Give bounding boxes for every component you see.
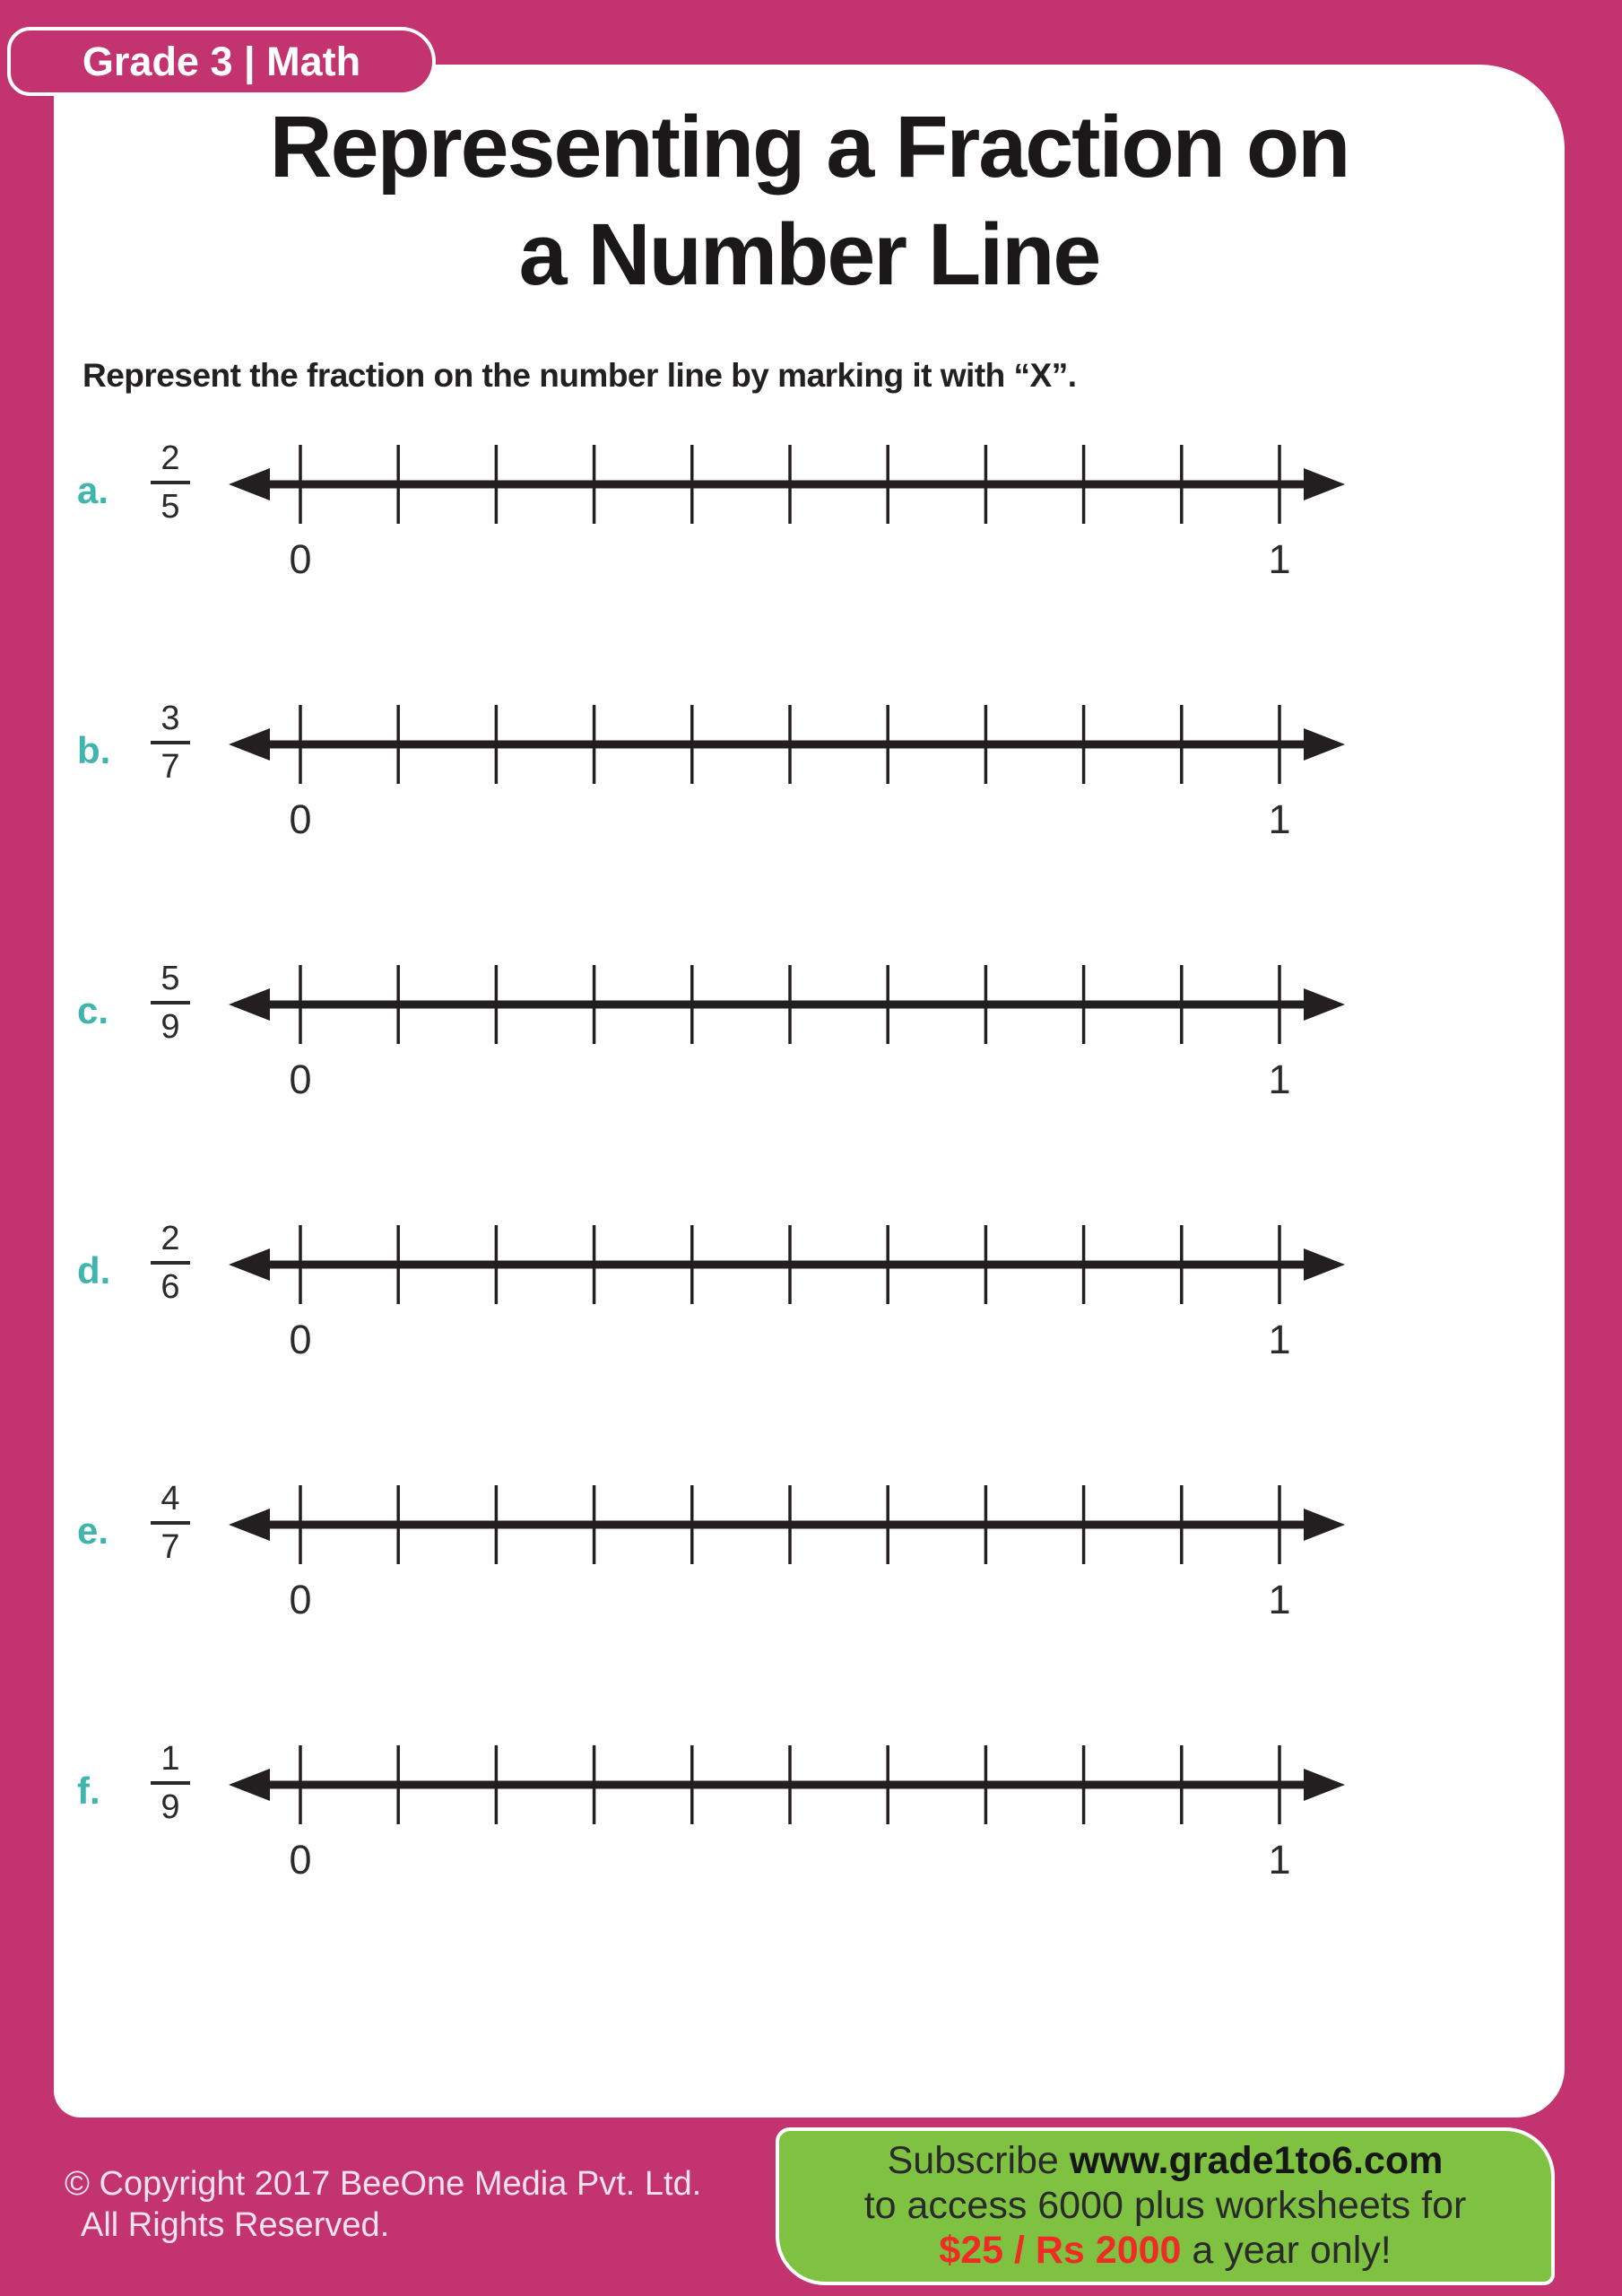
instruction-text: Represent the fraction on the number line by marking it with “X”. — [82, 357, 1077, 394]
number-line-graphic — [229, 422, 1345, 583]
problem-letter: c. — [77, 989, 109, 1031]
fraction-denominator: 7 — [160, 748, 180, 786]
number-line-end-label: 1 — [1268, 1057, 1291, 1102]
fraction-denominator: 6 — [160, 1268, 180, 1306]
number-line-graphic — [229, 682, 1345, 843]
number-line[interactable] — [229, 1462, 1345, 1628]
number-line-start-label: 0 — [289, 1317, 312, 1362]
problem-letter: a. — [77, 469, 109, 511]
problem-row — [0, 1722, 1622, 1888]
number-line-end-label: 1 — [1268, 1317, 1291, 1362]
problem-row — [0, 422, 1622, 587]
fraction-denominator: 5 — [160, 488, 180, 526]
number-line[interactable] — [229, 422, 1345, 587]
fraction — [134, 698, 206, 787]
problem-row — [0, 942, 1622, 1108]
copyright-notice — [65, 2163, 701, 2246]
fraction-numerator: 5 — [160, 960, 180, 997]
number-line[interactable] — [229, 942, 1345, 1108]
subscribe-line2: to access 6000 plus worksheets for — [863, 2184, 1467, 2227]
number-line-start-label: 0 — [289, 1577, 312, 1622]
problem-row — [0, 1202, 1622, 1368]
fraction — [134, 1478, 206, 1568]
number-line-start-label: 0 — [289, 1057, 312, 1102]
subscribe-price: $25 / Rs 2000 — [939, 2229, 1182, 2272]
problem-row — [0, 1462, 1622, 1628]
number-line-graphic — [229, 942, 1345, 1103]
number-line-graphic — [229, 1722, 1345, 1883]
number-line[interactable] — [229, 1202, 1345, 1368]
subscribe-prefix: Subscribe — [887, 2139, 1070, 2182]
subscribe-suffix: a year only! — [1181, 2229, 1392, 2272]
copyright-line2: All Rights Reserved. — [81, 2206, 390, 2244]
number-line-graphic — [229, 1202, 1345, 1363]
number-line-end-label: 1 — [1268, 796, 1291, 842]
fraction-bar — [151, 1001, 190, 1004]
subscribe-banner — [776, 2127, 1555, 2285]
fraction — [134, 1218, 206, 1308]
fraction-numerator: 4 — [160, 1480, 180, 1518]
fraction-bar — [151, 1261, 190, 1265]
fraction-numerator: 1 — [160, 1740, 180, 1778]
fraction-numerator: 2 — [160, 439, 180, 477]
fraction-bar — [151, 1781, 190, 1785]
subscribe-site-link[interactable]: www.grade1to6.com — [1069, 2139, 1444, 2182]
fraction-denominator: 7 — [160, 1528, 180, 1566]
number-line-end-label: 1 — [1268, 1837, 1291, 1883]
grade-subject-badge: Grade 3 | Math — [7, 27, 436, 96]
problem-letter: f. — [77, 1770, 100, 1812]
fraction-bar — [151, 741, 190, 744]
subscribe-line3 — [779, 2228, 1551, 2273]
number-line[interactable] — [229, 1722, 1345, 1888]
number-line-start-label: 0 — [289, 796, 312, 842]
problem-letter: d. — [77, 1249, 111, 1292]
problem-letter: e. — [77, 1509, 109, 1552]
fraction-denominator: 9 — [160, 1008, 180, 1046]
number-line[interactable] — [229, 682, 1345, 848]
number-line-end-label: 1 — [1268, 1577, 1291, 1622]
number-line-start-label: 0 — [289, 1837, 312, 1883]
fraction-bar — [151, 1521, 190, 1525]
page-title-line1: Representing a Fraction on — [269, 98, 1349, 196]
fraction-denominator: 9 — [160, 1788, 180, 1826]
number-line-end-label: 1 — [1268, 536, 1291, 582]
problem-letter: b. — [77, 729, 111, 771]
fraction-bar — [151, 481, 190, 484]
fraction — [134, 958, 206, 1048]
fraction — [134, 438, 206, 527]
fraction-numerator: 3 — [160, 700, 180, 737]
fraction — [134, 1738, 206, 1828]
fraction-numerator: 2 — [160, 1220, 180, 1257]
number-line-graphic — [229, 1462, 1345, 1623]
page-title-line2: a Number Line — [518, 205, 1100, 303]
number-line-start-label: 0 — [289, 536, 312, 582]
subscribe-line1 — [779, 2138, 1551, 2183]
problem-row — [0, 682, 1622, 848]
copyright-line1: © Copyright 2017 BeeOne Media Pvt. Ltd. — [65, 2165, 702, 2203]
page-title — [54, 93, 1565, 309]
